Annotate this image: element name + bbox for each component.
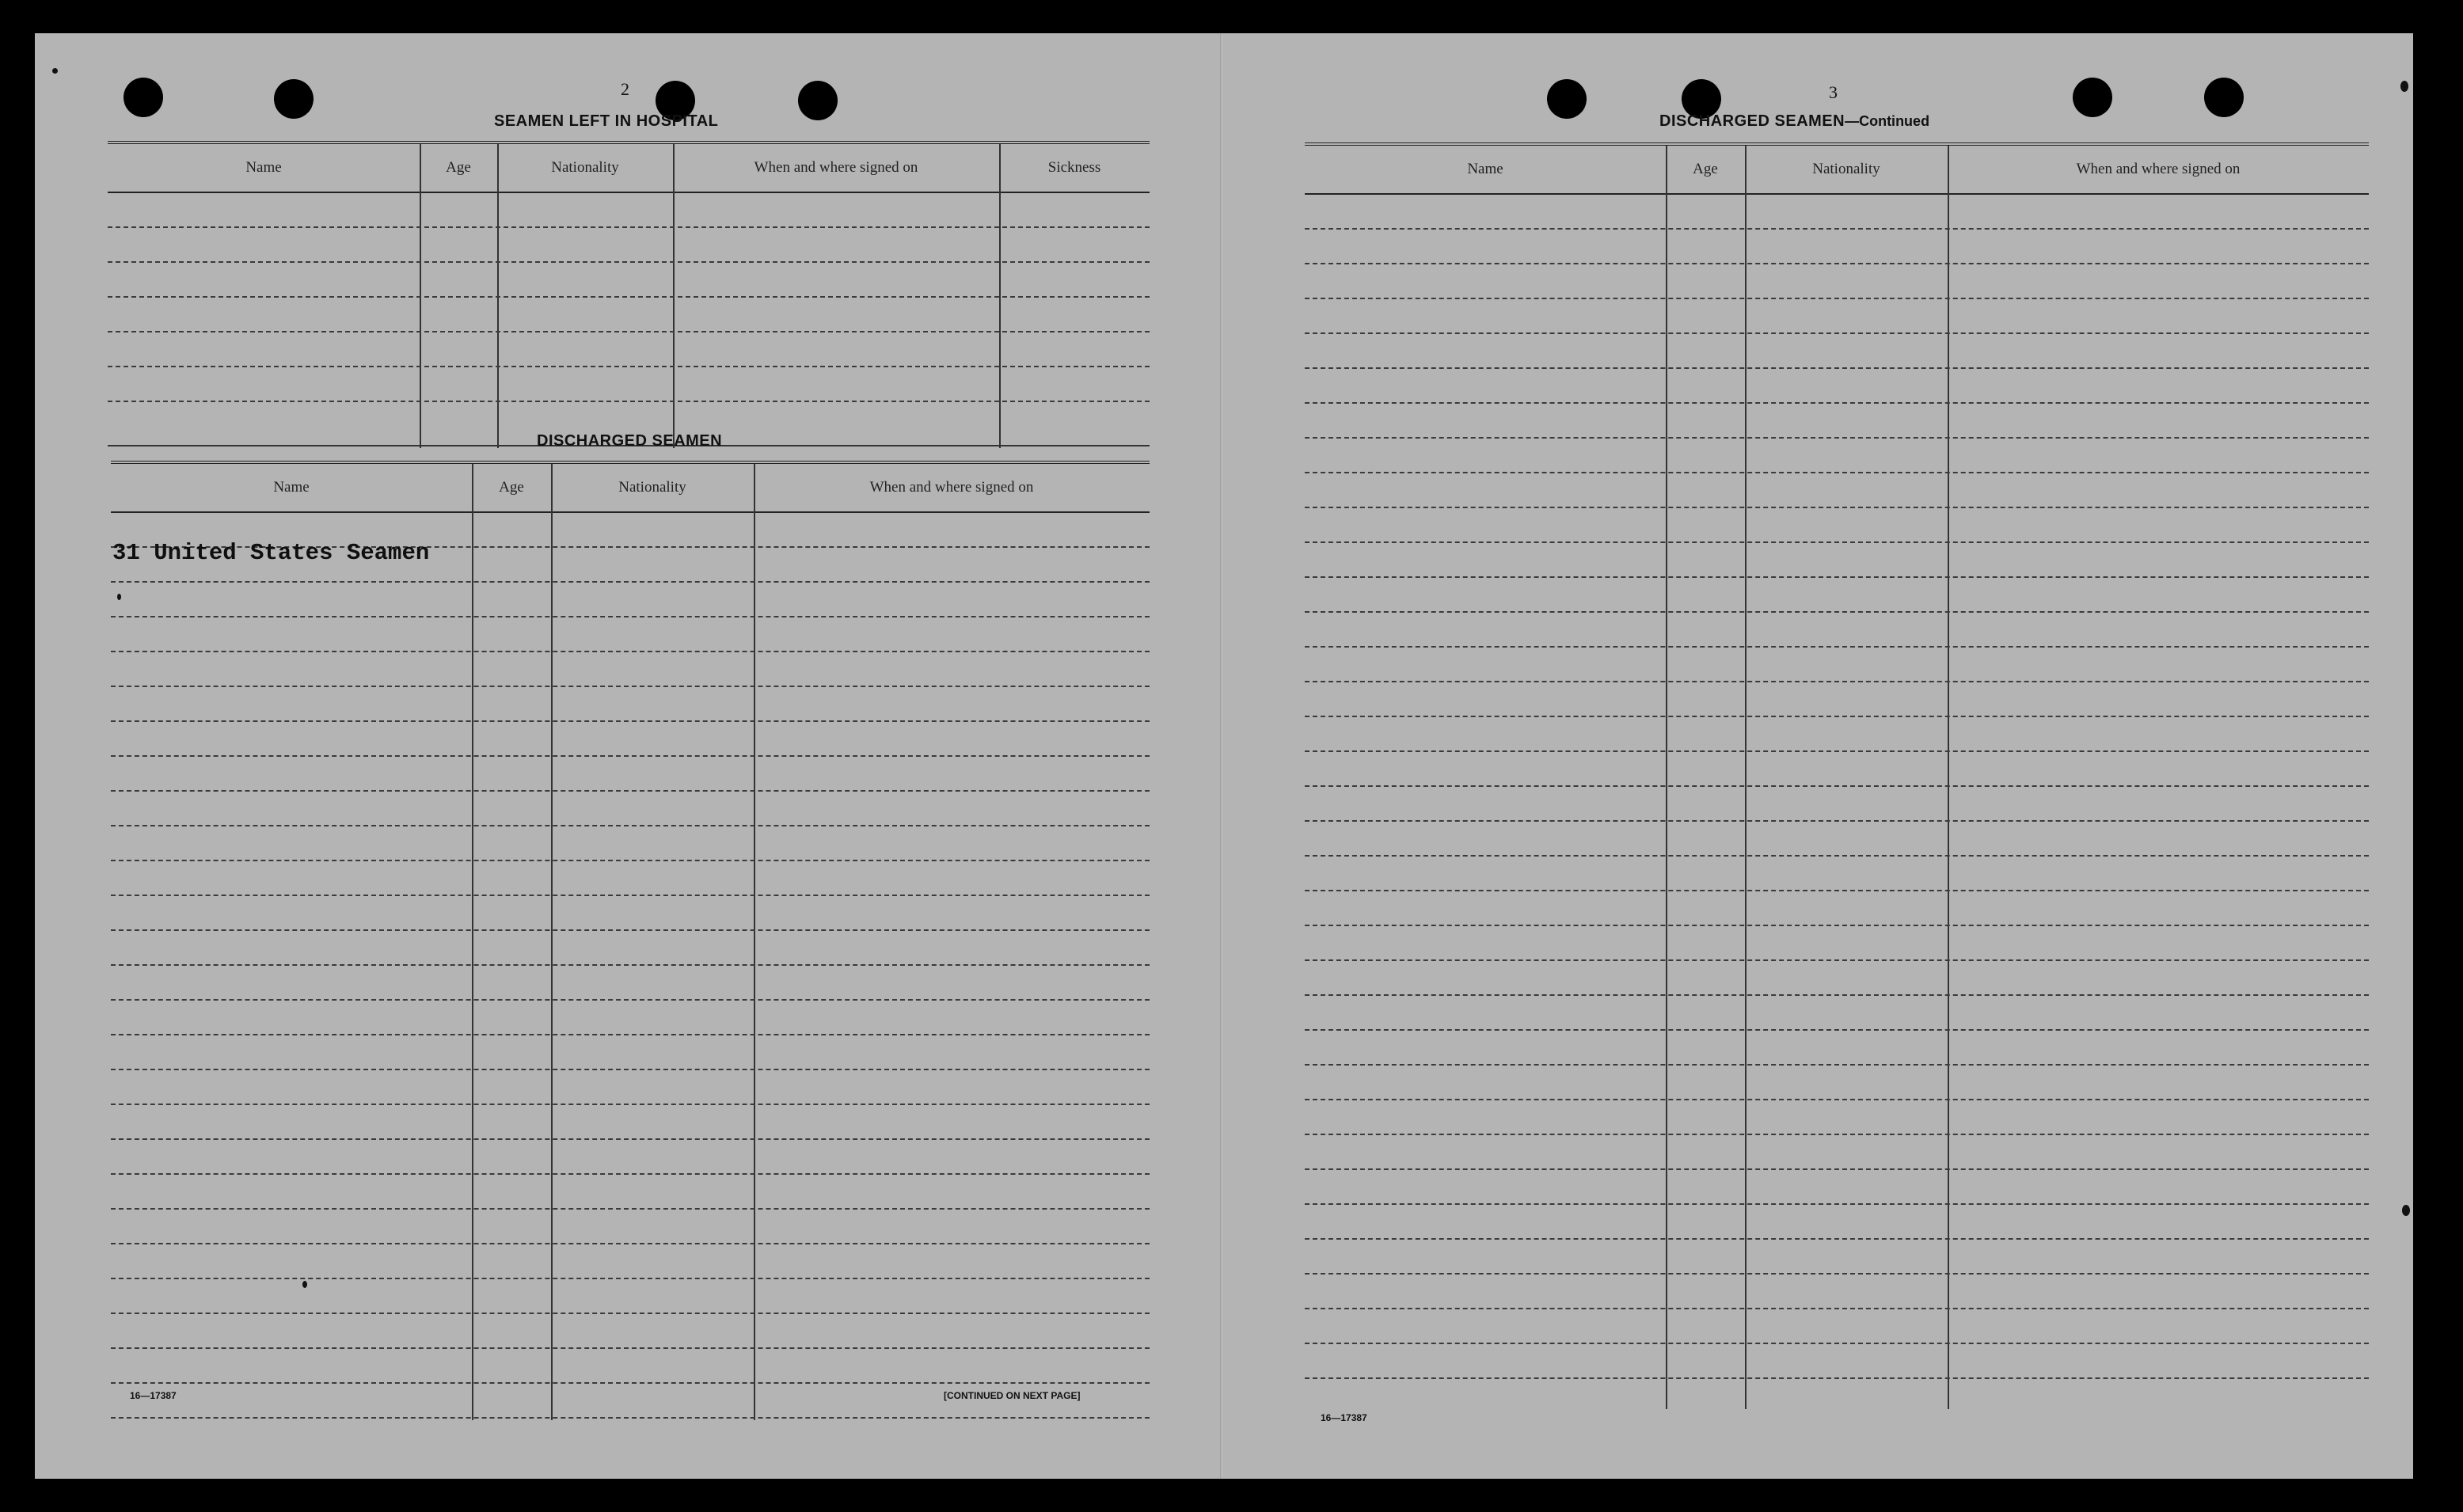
row-line xyxy=(1305,1308,2369,1309)
row-line xyxy=(108,366,1150,367)
row-line xyxy=(1305,1064,2369,1066)
punch-hole xyxy=(124,78,163,117)
page-number: 2 xyxy=(621,79,629,99)
row-line xyxy=(1305,681,2369,682)
column-header-name: Name xyxy=(1467,161,1503,177)
left-page xyxy=(35,33,1222,1479)
column-header-age: Age xyxy=(446,159,471,176)
row-line xyxy=(111,860,1150,861)
page-number: 3 xyxy=(1829,82,1838,102)
discharged-continued-title xyxy=(1659,112,1929,131)
row-line xyxy=(1305,855,2369,857)
punch-hole xyxy=(2073,78,2112,117)
continued-note: [CONTINUED ON NEXT PAGE] xyxy=(944,1390,1081,1401)
row-line xyxy=(1305,367,2369,369)
column-divider xyxy=(551,464,553,1420)
row-line xyxy=(1305,785,2369,787)
row-line xyxy=(111,1069,1150,1070)
column-header-signed-on: When and where signed on xyxy=(754,159,918,176)
row-line xyxy=(108,226,1150,228)
hospital-table-header xyxy=(108,144,1150,193)
row-line xyxy=(111,1208,1150,1210)
column-header-age: Age xyxy=(1693,161,1718,177)
row-line xyxy=(1305,994,2369,996)
row-line xyxy=(111,1034,1150,1035)
column-header-signed-on: When and where signed on xyxy=(869,479,1034,496)
row-line xyxy=(1305,437,2369,439)
row-line xyxy=(1305,1099,2369,1100)
column-header-sickness: Sickness xyxy=(1047,159,1101,176)
row-line xyxy=(111,999,1150,1001)
row-line xyxy=(1305,611,2369,613)
row-line xyxy=(111,929,1150,931)
row-line xyxy=(1305,1343,2369,1344)
row-line xyxy=(1305,1168,2369,1170)
punch-hole xyxy=(798,81,838,120)
column-divider xyxy=(1948,146,1949,1409)
row-line xyxy=(111,1417,1150,1419)
row-line xyxy=(1305,1377,2369,1379)
section-title-suffix: —Continued xyxy=(1845,113,1930,129)
row-line xyxy=(111,964,1150,966)
form-number: 16—17387 xyxy=(130,1390,177,1401)
row-line xyxy=(111,686,1150,687)
hospital-table xyxy=(108,141,1150,448)
row-line xyxy=(111,1313,1150,1314)
row-line xyxy=(111,720,1150,722)
row-line xyxy=(111,1382,1150,1384)
column-header-name: Name xyxy=(245,159,282,176)
row-line xyxy=(111,1278,1150,1279)
discharged-table-continued xyxy=(1305,142,2369,1409)
punch-hole xyxy=(2204,78,2244,117)
row-line xyxy=(111,790,1150,792)
row-line xyxy=(111,1104,1150,1105)
row-line xyxy=(1305,1134,2369,1135)
punch-hole xyxy=(1547,79,1587,119)
row-line xyxy=(1305,1273,2369,1275)
discharged-section-title: DISCHARGED SEAMEN xyxy=(537,432,723,450)
row-line xyxy=(1305,890,2369,891)
column-header-nationality: Nationality xyxy=(551,159,619,176)
row-line xyxy=(111,755,1150,757)
column-header-nationality: Nationality xyxy=(618,479,686,496)
column-header-name: Name xyxy=(273,479,310,496)
row-line xyxy=(111,616,1150,617)
row-line xyxy=(1305,298,2369,299)
hospital-section-title: SEAMEN LEFT IN HOSPITAL xyxy=(494,112,719,130)
row-line xyxy=(1305,1029,2369,1031)
row-line xyxy=(1305,750,2369,752)
row-line xyxy=(111,1347,1150,1349)
row-line xyxy=(1305,576,2369,578)
section-title-text: DISCHARGED SEAMEN xyxy=(1659,112,1845,130)
row-line xyxy=(1305,925,2369,926)
typed-entry: 31 United States Seamen xyxy=(112,540,430,566)
row-line xyxy=(1305,507,2369,508)
row-line xyxy=(108,261,1150,263)
column-divider xyxy=(1745,146,1747,1409)
ink-speck xyxy=(2400,81,2408,92)
ink-speck xyxy=(52,68,58,74)
ink-speck xyxy=(2402,1205,2410,1216)
row-line xyxy=(108,401,1150,402)
discharged-table xyxy=(111,461,1150,1420)
ink-speck xyxy=(302,1281,307,1288)
row-line xyxy=(1305,1203,2369,1205)
row-line xyxy=(1305,716,2369,717)
form-number: 16—17387 xyxy=(1321,1412,1367,1423)
column-header-age: Age xyxy=(499,479,524,496)
row-line xyxy=(1305,263,2369,264)
row-line xyxy=(111,1138,1150,1140)
row-line xyxy=(1305,228,2369,230)
row-line xyxy=(1305,472,2369,473)
row-line xyxy=(111,825,1150,826)
punch-hole xyxy=(274,79,314,119)
discharged-table-header xyxy=(1305,146,2369,195)
row-line xyxy=(111,1243,1150,1244)
column-divider xyxy=(754,464,755,1420)
row-line xyxy=(1305,1238,2369,1240)
row-line xyxy=(108,296,1150,298)
row-line xyxy=(1305,820,2369,822)
row-line xyxy=(111,581,1150,583)
column-divider xyxy=(472,464,473,1420)
row-line xyxy=(1305,959,2369,961)
row-line xyxy=(1305,541,2369,543)
ink-speck xyxy=(117,594,121,600)
row-line xyxy=(1305,646,2369,648)
row-line xyxy=(111,1173,1150,1175)
discharged-table-header xyxy=(111,464,1150,513)
row-line xyxy=(111,651,1150,652)
right-page xyxy=(1222,33,2413,1479)
row-line xyxy=(111,895,1150,896)
column-header-signed-on: When and where signed on xyxy=(2076,161,2241,177)
row-line xyxy=(1305,332,2369,334)
row-line xyxy=(108,331,1150,332)
row-line xyxy=(1305,402,2369,404)
column-divider xyxy=(1666,146,1667,1409)
column-header-nationality: Nationality xyxy=(1812,161,1880,177)
